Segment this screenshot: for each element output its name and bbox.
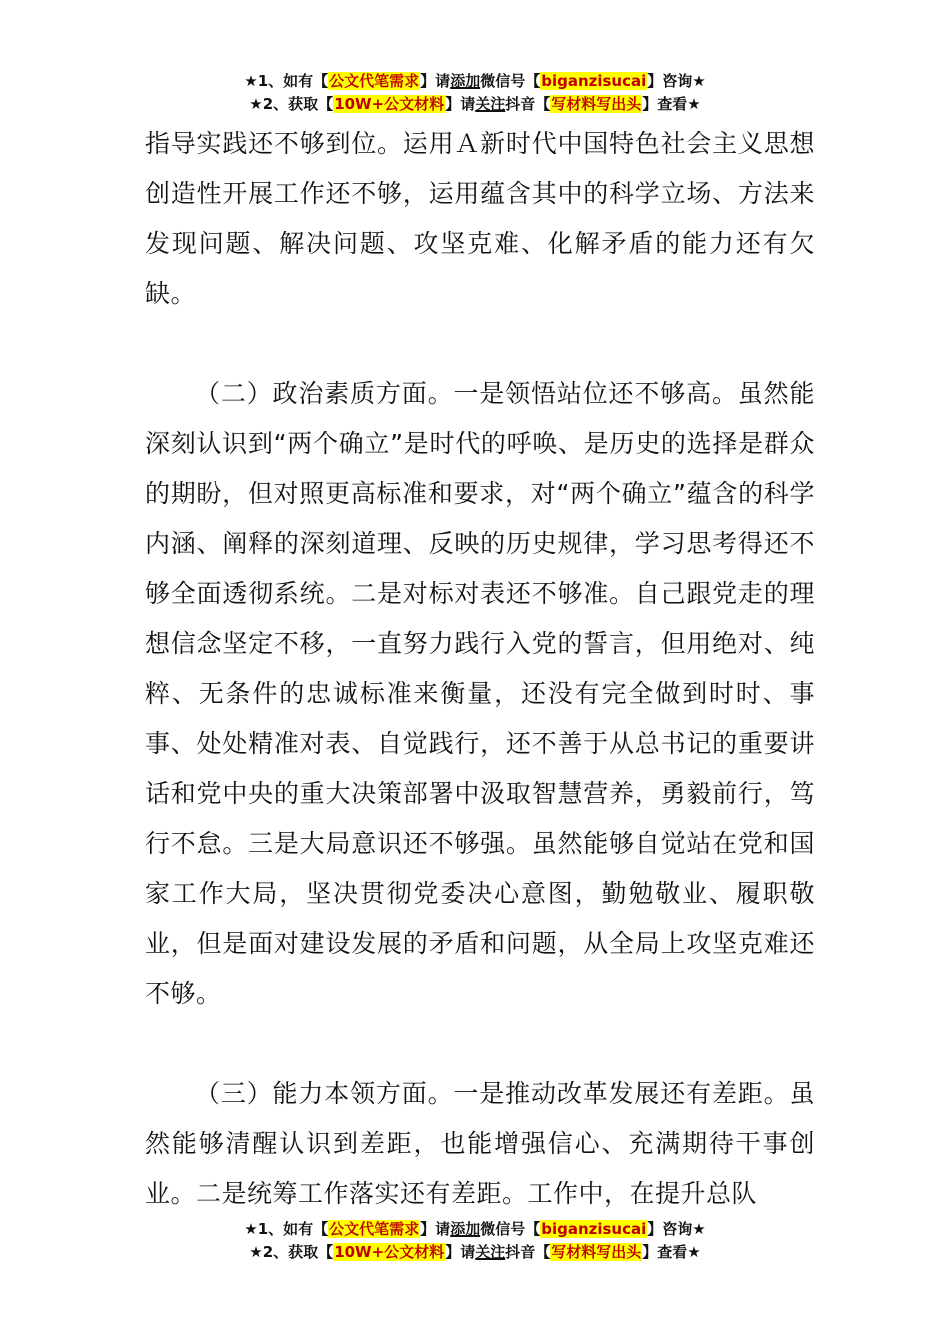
banner-text: 抖音【: [505, 1243, 551, 1261]
banner-text: 】请: [445, 95, 476, 113]
banner-text: 微信号【: [480, 1220, 541, 1238]
banner-line-1: [0, 1218, 950, 1241]
paragraph: （三）能力本领方面。一是推动改革发展还有差距。虽然能够清醒认识到差距，也能增强信心、充满期待干事创业。二是统筹工作落实还有差距。工作中，在提升总队: [145, 1079, 815, 1208]
banner-text: 】咨询★: [647, 72, 706, 90]
banner-text: ★2、获取【: [249, 1243, 334, 1261]
banner-line-2: [0, 93, 950, 116]
banner-text: 微信号【: [480, 72, 541, 90]
banner-text: ★2、获取【: [249, 95, 334, 113]
banner-highlight: 写材料写出头: [551, 95, 642, 113]
banner-text: 】请: [445, 1243, 476, 1261]
banner-line-1: [0, 70, 950, 93]
banner-highlight: 公文代笔需求: [329, 72, 420, 90]
document-body: [145, 119, 815, 1219]
banner-text: ★1、如有【: [244, 1220, 329, 1238]
banner-line-2: [0, 1241, 950, 1264]
banner-wechat-id: biganzisucai: [541, 72, 647, 90]
banner-highlight: 写材料写出头: [551, 1243, 642, 1261]
banner-highlight: 10W+公文材料: [334, 1243, 445, 1261]
banner-underlined: 关注: [475, 1243, 506, 1261]
paragraph: 指导实践还不够到位。运用Ａ新时代中国特色社会主义思想创造性开展工作还不够，运用蕴含其中的科学立场、方法来发现问题、解决问题、攻坚克难、化解矛盾的能力还有欠缺。: [145, 129, 815, 308]
banner-text: 】咨询★: [647, 1220, 706, 1238]
banner-text: 】查看★: [642, 1243, 701, 1261]
paragraph: （二）政治素质方面。一是领悟站位还不够高。虽然能深刻认识到“两个确立”是时代的呼唤、是历史的选择是群众的期盼，但对照更高标准和要求，对“两个确立”蕴含的科学内涵、阐释的深刻道理、反映的历史规律，学习思考得还不够全面透彻系统。二是对标对表还不够准。自己跟党走的理想信念坚定不移，一直努力践行入党的誓言，但用绝对、纯粹、无条件的忠诚标准来衡量，还没有完全做到时时、事事、处处精准对表、自觉践行，还不善于从总书记的重要讲话和党中央的重大决策部署中汲取智慧营养，勇毅前行，笃行不怠。三是大局意识还不够强。虽然能够自觉站在党和国家工作大局，坚决贯彻党委决心意图，勤勉敬业、履职敬业，但是面对建设发展的矛盾和问题，从全局上攻坚克难还不够。: [145, 379, 815, 1008]
footer-banner: [0, 1218, 950, 1264]
banner-text: ★1、如有【: [244, 72, 329, 90]
banner-highlight: 公文代笔需求: [329, 1220, 420, 1238]
banner-text: 】请: [420, 1220, 451, 1238]
banner-wechat-id: biganzisucai: [541, 1220, 647, 1238]
banner-underlined: 添加: [450, 72, 481, 90]
banner-highlight: 10W+公文材料: [334, 95, 445, 113]
banner-text: 抖音【: [505, 95, 551, 113]
banner-text: 】查看★: [642, 95, 701, 113]
header-banner: [0, 70, 950, 116]
banner-underlined: 关注: [475, 95, 506, 113]
banner-underlined: 添加: [450, 1220, 481, 1238]
banner-text: 】请: [420, 72, 451, 90]
